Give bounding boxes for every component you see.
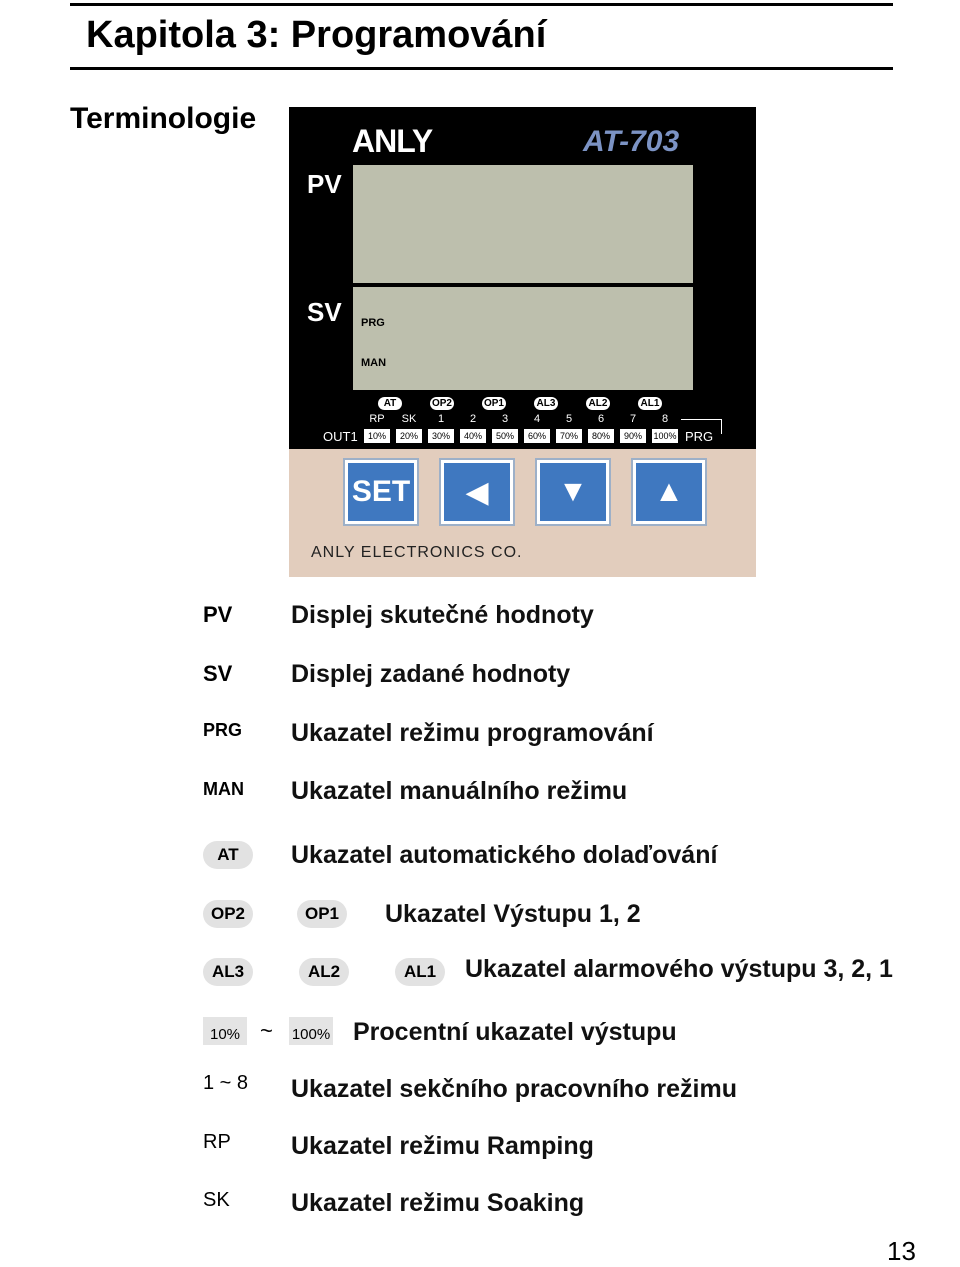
legend-key-sv: SV (203, 661, 233, 686)
page-number: 13 (887, 1236, 916, 1266)
indicator-op2: OP2 (431, 398, 452, 409)
percent-indicator: 40% (460, 429, 486, 443)
legend-desc-al: Ukazatel alarmového výstupu 3, 2, 1 (465, 955, 893, 983)
indicator-al2: AL2 (586, 397, 610, 410)
percent-indicator: 30% (428, 429, 454, 443)
step-number: 7 (629, 413, 637, 425)
legend-desc-sk: Ukazatel režimu Soaking (291, 1189, 585, 1217)
legend-desc-sv: Displej zadané hodnoty (291, 660, 571, 688)
legend-desc-pct: Procentní ukazatel výstupu (353, 1018, 677, 1046)
prg-arrow-label: PRG (685, 429, 714, 444)
legend-key-pct-from: 10% (203, 1017, 247, 1045)
legend-key-al3: AL3 (203, 958, 253, 986)
percent-indicator: 90% (620, 429, 646, 443)
pv-display (353, 165, 693, 283)
legend-key-steps: 1 ~ 8 (203, 1072, 249, 1094)
step-number: 6 (597, 413, 605, 425)
legend-tilde: ~ (260, 1018, 273, 1043)
set-button-label: SET (351, 475, 411, 508)
step-number: 5 (565, 413, 573, 425)
percent-indicator: 100% (653, 431, 677, 441)
percent-indicator: 50% (492, 429, 518, 443)
indicator-op1: OP1 (483, 398, 504, 409)
percent-indicator: 80% (588, 429, 614, 443)
legend-key-prg: PRG (203, 720, 243, 740)
legend-key-al1: AL1 (395, 958, 445, 986)
percent-indicator: 60% (524, 429, 550, 443)
model-label: AT-703 (583, 125, 680, 158)
left-button[interactable] (441, 460, 513, 524)
out1-label: OUT1 (323, 429, 358, 444)
legend-key-al2: AL2 (299, 958, 349, 986)
legend-desc-man: Ukazatel manuálního režimu (291, 777, 628, 805)
legend-key-rp: RP (203, 1131, 231, 1153)
legend-key-op1: OP1 (297, 900, 347, 928)
sv-display (353, 287, 693, 390)
percent-indicator: 70% (556, 429, 582, 443)
indicator-at: AT (378, 397, 402, 410)
top-rule (70, 3, 893, 6)
legend-desc-rp: Ukazatel režimu Ramping (291, 1132, 594, 1160)
brand-logo: ANLY (352, 123, 433, 159)
percent-indicator: 20% (396, 429, 422, 443)
title-underline (70, 67, 893, 70)
step-number: 4 (533, 413, 541, 425)
legend-desc-prg: Ukazatel režimu programování (291, 719, 654, 747)
panel-display-area (289, 107, 756, 449)
sv-label: SV (307, 297, 342, 327)
legend-desc-pv: Displej skutečné hodnoty (291, 601, 594, 629)
indicator-al3: AL3 (534, 397, 558, 410)
legend-key-pv: PV (203, 602, 233, 627)
step-number: 8 (661, 413, 669, 425)
up-button[interactable] (633, 460, 705, 524)
pv-label: PV (307, 169, 342, 199)
mode-sk: SK (401, 413, 417, 425)
step-number: 3 (501, 413, 509, 425)
step-number: 1 (437, 413, 445, 425)
step-number: 2 (469, 413, 477, 425)
legend-desc-steps: Ukazatel sekčního pracovního režimu (291, 1075, 737, 1103)
company-name: ANLY ELECTRONICS CO. (311, 544, 523, 561)
indicator-al1: AL1 (638, 397, 662, 410)
prg-mini-label: PRG (361, 317, 385, 329)
man-mini-label: MAN (361, 357, 387, 369)
percent-indicator: 10% (364, 429, 390, 443)
down-button[interactable] (537, 460, 609, 524)
up-arrow-icon: ▲ (654, 475, 684, 508)
legend-key-pct-to: 100% (289, 1017, 333, 1045)
section-heading: Terminologie (70, 102, 257, 135)
legend-desc-op: Ukazatel Výstupu 1, 2 (385, 900, 641, 928)
left-arrow-icon: ◀ (465, 475, 489, 509)
legend-key-man: MAN (203, 779, 244, 799)
legend-key-op2: OP2 (203, 900, 253, 928)
legend-desc-at: Ukazatel automatického dolaďování (291, 841, 718, 869)
down-arrow-icon: ▼ (558, 475, 588, 508)
set-button[interactable] (345, 460, 417, 524)
page-title: Kapitola 3: Programování (86, 14, 547, 56)
legend-key-sk: SK (203, 1189, 230, 1211)
legend-key-at: AT (203, 841, 253, 869)
controller-panel (289, 107, 756, 577)
mode-rp: RP (369, 413, 385, 425)
